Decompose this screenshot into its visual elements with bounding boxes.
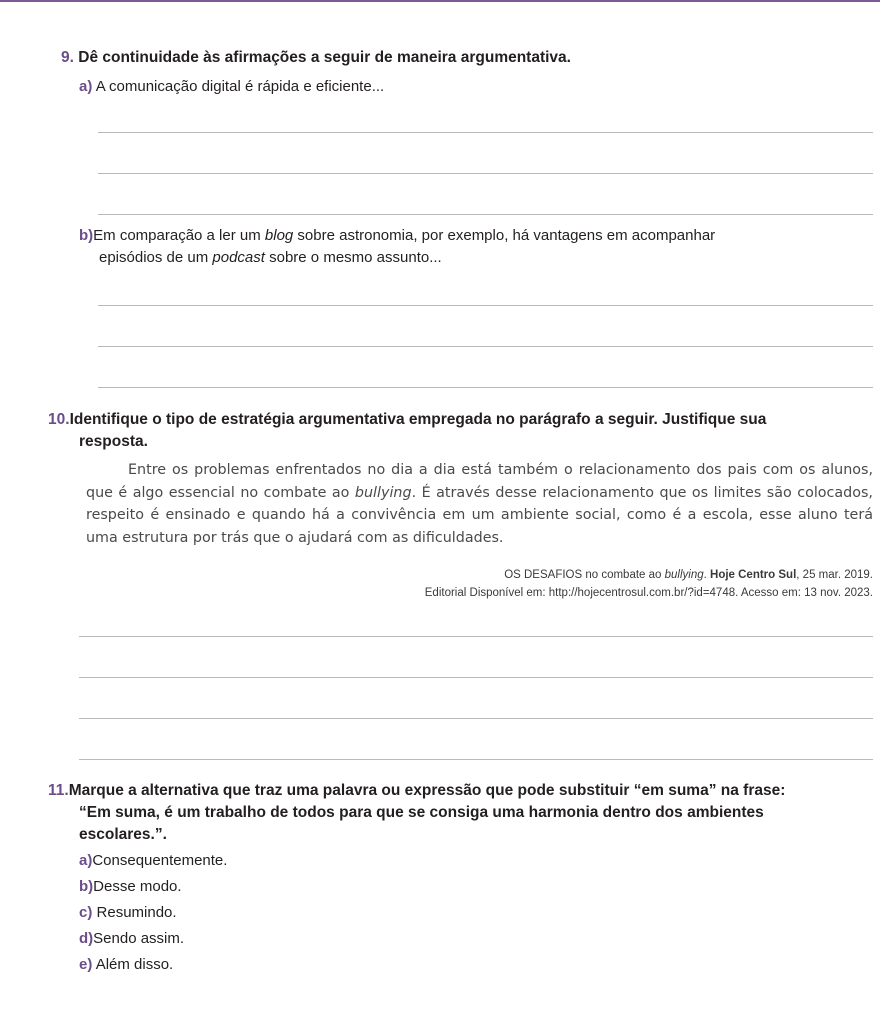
question-text-line2: resposta. (79, 433, 148, 450)
answer-line[interactable] (98, 132, 873, 133)
paragraph-text-a: Entre os problemas enfrentados no dia a dia está também o relacionamento dos pais com os alunos, que é algo essencial no combate ao (86, 462, 873, 501)
item-9a (79, 78, 384, 95)
option-letter: c) (79, 904, 93, 921)
question-text: Dê continuidade às afirmações a seguir de maneira argumentativa. (78, 49, 571, 66)
item-text: A comunicação digital é rápida e eficiente... (95, 78, 385, 95)
question-10 (48, 411, 766, 429)
answer-line[interactable] (79, 677, 873, 678)
item-9b-line2 (99, 249, 442, 266)
item-text-1b: sobre astronomia, por exemplo, há vantagens em acompanhar (293, 227, 716, 244)
item-text-2a: episódios de um (99, 249, 213, 266)
item-letter: b) (79, 227, 94, 244)
paragraph-text-em: bullying (354, 484, 412, 501)
option-d[interactable] (79, 930, 184, 947)
answer-line[interactable] (98, 305, 873, 306)
answer-line[interactable] (98, 387, 873, 388)
option-text: Consequentemente. (92, 852, 228, 869)
option-b[interactable] (79, 878, 182, 895)
item-text-1em: blog (264, 227, 294, 244)
option-c[interactable] (79, 904, 177, 921)
option-letter: a) (79, 852, 93, 869)
question-11-line3 (79, 826, 167, 844)
item-9b (79, 227, 715, 244)
answer-line[interactable] (79, 718, 873, 719)
question-number: 10. (48, 411, 70, 428)
question-number: 9. (61, 49, 74, 66)
question-9 (61, 49, 571, 67)
question-text-line2: “Em suma, é um trabalho de todos para que se consiga uma harmonia dentro dos ambientes (79, 804, 764, 821)
question-11 (48, 782, 785, 800)
option-letter: d) (79, 930, 94, 947)
source-text-a: OS DESAFIOS no combate ao (504, 569, 665, 581)
answer-line[interactable] (79, 759, 873, 760)
paragraph-text-b: . É através desse relacionamento que os limites são colocados, respeito é ensinado e quando há a convivência em um ambiente social, como é a escola, esse aluno terá uma estrutura por trás que o ajudará com as dificuldades. (86, 484, 873, 546)
item-text-2b: sobre o mesmo assunto... (264, 249, 442, 266)
answer-line[interactable] (98, 346, 873, 347)
question-text-line3: escolares.”. (79, 826, 167, 843)
question-10-line2 (79, 433, 148, 451)
answer-line[interactable] (98, 214, 873, 215)
source-text: Editorial Disponível em: http://hojecentrosul.com.br/?id=4748. Acesso em: 13 nov. 2023. (424, 587, 873, 599)
source-text-b: , 25 mar. 2019. (796, 569, 873, 581)
top-rule (0, 0, 880, 2)
source-citation-1 (504, 569, 873, 581)
question-text-line1: Marque a alternativa que traz uma palavra ou expressão que pode substituir “em suma” na frase: (68, 782, 786, 799)
item-text-1a: Em comparação a ler um (93, 227, 265, 244)
option-text: Sendo assim. (93, 930, 185, 947)
item-letter: a) (79, 78, 93, 95)
quoted-paragraph (86, 459, 873, 549)
source-citation-2 (425, 587, 873, 599)
question-number: 11. (48, 782, 69, 799)
option-e[interactable] (79, 956, 173, 973)
item-text-2em: podcast (212, 249, 265, 266)
source-text-mid: . (703, 569, 711, 581)
question-text-line1: Identifique o tipo de estratégia argumentativa empregada no parágrafo a seguir. Justifique sua (69, 411, 767, 428)
option-letter: e) (79, 956, 93, 973)
question-11-line2 (79, 804, 764, 822)
source-text-bold: Hoje Centro Sul (710, 569, 797, 581)
option-text: Resumindo. (96, 904, 177, 921)
option-text: Desse modo. (93, 878, 182, 895)
source-text-em: bullying (664, 569, 704, 581)
answer-line[interactable] (79, 636, 873, 637)
answer-line[interactable] (98, 173, 873, 174)
option-text: Além disso. (95, 956, 174, 973)
option-a[interactable] (79, 852, 227, 869)
option-letter: b) (79, 878, 94, 895)
